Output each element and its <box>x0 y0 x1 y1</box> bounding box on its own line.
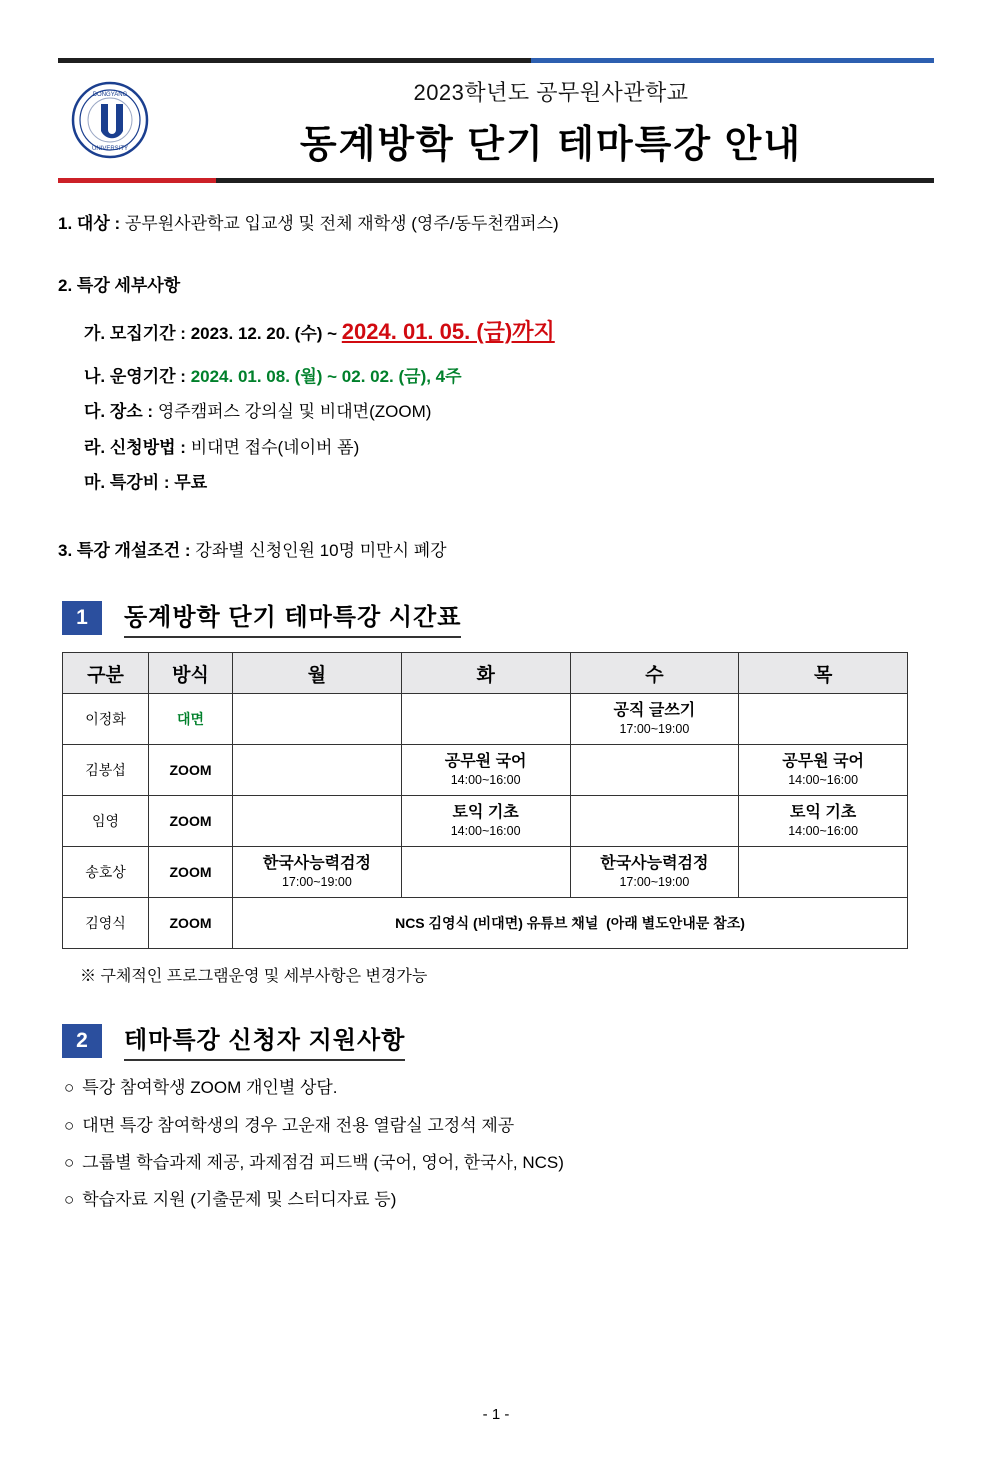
item-2-label: 2. 특강 세부사항 <box>58 275 181 295</box>
row-name: 임영 <box>63 796 149 847</box>
section-number-2: 2 <box>62 1024 102 1058</box>
header-top-rule <box>58 58 934 63</box>
cell-tue: 공무원 국어 14:00~16:00 <box>401 745 570 796</box>
cell-ncs-note: NCS 김영식 (비대면) 유튜브 채널 (아래 별도안내문 참조) <box>233 898 908 949</box>
table-row <box>63 745 908 796</box>
item-2c-text: 영주캠퍼스 강의실 및 비대면(ZOOM) <box>157 402 432 422</box>
item-2e-label: 마. 특강비 : <box>84 472 170 492</box>
item-2b-label: 나. 운영기간 : <box>84 367 186 387</box>
th-thu: 목 <box>739 653 908 694</box>
th-mode: 방식 <box>149 653 233 694</box>
schedule-table <box>62 652 908 949</box>
item-1 <box>58 211 934 237</box>
list-item-label: 특강 참여학생 ZOOM 개인별 상담. <box>82 1078 338 1098</box>
th-gubun: 구분 <box>63 653 149 694</box>
document-header <box>58 58 934 183</box>
item-2a <box>84 314 934 349</box>
item-3 <box>58 538 934 564</box>
list-item-label: 대면 특강 참여학생의 경우 고운재 전용 열람실 고정석 제공 <box>82 1115 515 1135</box>
section-title-1: 동계방학 단기 테마특강 시간표 <box>124 597 461 638</box>
cell-mon <box>233 745 402 796</box>
row-name: 김봉섭 <box>63 745 149 796</box>
list-item <box>64 1187 934 1213</box>
row-mode: ZOOM <box>149 847 233 898</box>
document-page <box>0 58 992 1461</box>
item-2d-text: 비대면 접수(네이버 폼) <box>190 437 360 457</box>
table-row <box>63 694 908 745</box>
bullet-marker-icon: ○ <box>64 1078 75 1098</box>
row-name: 김영식 <box>63 898 149 949</box>
list-item <box>64 1150 934 1176</box>
university-emblem-icon <box>70 80 150 160</box>
cell-tue <box>401 694 570 745</box>
cell-wed <box>570 745 739 796</box>
th-wed: 수 <box>570 653 739 694</box>
table-header-row <box>63 653 908 694</box>
cell-tue <box>401 847 570 898</box>
cell-wed: 공직 글쓰기 17:00~19:00 <box>570 694 739 745</box>
item-2a-text: 2023. 12. 20. (수) ~ <box>190 324 338 343</box>
th-tue: 화 <box>401 653 570 694</box>
row-mode: ZOOM <box>149 898 233 949</box>
section-number-1: 1 <box>62 601 102 635</box>
row-name: 송호상 <box>63 847 149 898</box>
section-heading-2 <box>58 1020 934 1061</box>
body-content <box>58 211 934 563</box>
item-3-text: 강좌별 신청인원 10명 미만시 폐강 <box>195 540 447 560</box>
cell-wed: 한국사능력검정 17:00~19:00 <box>570 847 739 898</box>
item-3-label: 3. 특강 개설조건 : <box>58 540 191 560</box>
support-list <box>64 1075 934 1213</box>
svg-text:DONGYANG: DONGYANG <box>92 92 128 98</box>
item-1-text: 공무원사관학교 입교생 및 전체 재학생 (영주/동두천캠퍼스) <box>124 214 559 233</box>
bullet-marker-icon: ○ <box>64 1115 75 1135</box>
cell-mon <box>233 694 402 745</box>
header-bottom-rule <box>58 178 934 183</box>
row-mode: ZOOM <box>149 745 233 796</box>
list-item-label: 그룹별 학습과제 제공, 과제점검 피드백 (국어, 영어, 한국사, NCS) <box>82 1153 564 1173</box>
th-mon: 월 <box>233 653 402 694</box>
header-title: 동계방학 단기 테마특강 안내 <box>299 124 803 166</box>
cell-wed <box>570 796 739 847</box>
list-item <box>64 1075 934 1101</box>
cell-thu: 토익 기초 14:00~16:00 <box>739 796 908 847</box>
header-text-group <box>168 76 934 168</box>
header-subtitle: 2023학년도 공무원사관학교 <box>413 80 689 105</box>
bullet-marker-icon: ○ <box>64 1153 75 1173</box>
schedule-note: ※ 구체적인 프로그램운영 및 세부사항은 변경가능 <box>80 968 428 986</box>
item-2a-deadline: 2024. 01. 05. (금)까지 <box>341 319 555 344</box>
item-2c-label: 다. 장소 : <box>84 402 154 422</box>
table-row-ncs <box>63 898 908 949</box>
cell-thu: 공무원 국어 14:00~16:00 <box>739 745 908 796</box>
item-2e <box>84 469 934 496</box>
section-title-2: 테마특강 신청자 지원사항 <box>124 1020 405 1061</box>
cell-mon: 한국사능력검정 17:00~19:00 <box>233 847 402 898</box>
item-2c <box>84 398 934 425</box>
table-row <box>63 796 908 847</box>
row-mode: 대면 <box>149 694 233 745</box>
list-item <box>64 1113 934 1139</box>
svg-text:UNIVERSITY: UNIVERSITY <box>91 146 129 152</box>
section-heading-1 <box>58 597 934 638</box>
item-2a-label: 가. 모집기간 : <box>84 324 186 343</box>
item-2d-label: 라. 신청방법 : <box>84 437 186 457</box>
item-2b <box>84 363 934 390</box>
list-item-label: 학습자료 지원 (기출문제 및 스터디자료 등) <box>82 1190 397 1210</box>
cell-mon <box>233 796 402 847</box>
item-2b-period: 2024. 01. 08. (월) ~ 02. 02. (금), 4주 <box>190 367 462 387</box>
item-2e-text: 무료 <box>174 472 208 492</box>
row-mode: ZOOM <box>149 796 233 847</box>
cell-thu <box>739 694 908 745</box>
table-row <box>63 847 908 898</box>
cell-thu <box>739 847 908 898</box>
page-number: - 1 - <box>482 1406 510 1423</box>
cell-tue: 토익 기초 14:00~16:00 <box>401 796 570 847</box>
row-name: 이정화 <box>63 694 149 745</box>
bullet-marker-icon: ○ <box>64 1190 75 1210</box>
item-1-label: 1. 대상 : <box>58 214 121 233</box>
item-2d <box>84 434 934 461</box>
